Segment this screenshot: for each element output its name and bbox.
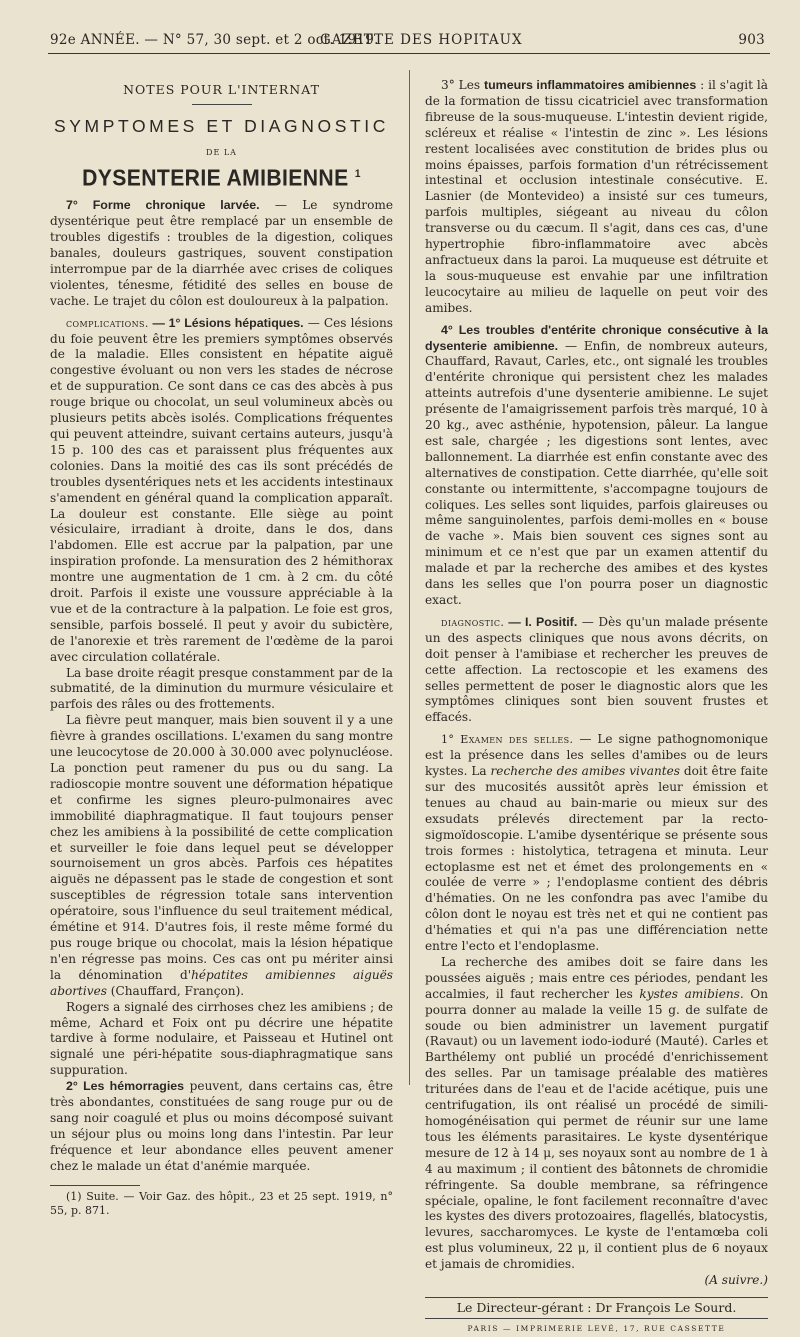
left-column: [50, 78, 393, 1218]
text-enterite: — Enfin, de nombreux auteurs, Chauffard, Ravaut, Carles, etc., ont signalé les troubles d'entérite chronique qui persistent chez les malades atteints autrefois d'une dysenterie amibienne. Le sujet présente de l'amaigrissement parfois très marqué, 10 à 20 kg., avec asthénie, hypotension, pâleur. La langue est sale, chargée ; les digestions sont lentes, avec ballonnement. La diarrhée est enfin constante avec des alternatives de constipation. Cette diarrhée, qu'elle soit constante ou intermittente, s'accompagne toujours de coliques. Les selles sont liquides, parfois glaireuses ou même sanguinolentes, parfois demi-molles en « bouse de vache ». Mais bien souvent ces signes sont au minimum et ce n'est que par un examen attentif du malade et par la recherche des amibes et des kystes dans les selles que l'on pourra poser un diagnostic exact.: [425, 338, 768, 607]
issue-info: 92e ANNÉE. — N° 57, 30 sept. et 2 oct. 1919.: [50, 32, 379, 48]
paragraph-kystes: [425, 955, 768, 1273]
label-complications: complications.: [66, 316, 149, 330]
article-title-de: DE LA: [206, 147, 237, 157]
heading-enterite: 4° Les troubles d'entérite chronique consécutive à la dysenterie amibienne.: [425, 322, 768, 353]
italic-hepatites: hépatites amibiennes aiguës abortives: [50, 967, 394, 998]
italic-recherche: recherche des amibes vivantes: [490, 764, 680, 779]
right-column: [425, 78, 768, 1337]
signature: Le Directeur-gérant : Dr François Le Sourd.: [456, 1299, 737, 1315]
footnote-rule: [50, 1185, 140, 1186]
paragraph-forme-chronique: [50, 198, 393, 309]
heading-hemorragies: 2° Les hémorragies: [66, 1079, 185, 1094]
signature-rule: [425, 1297, 768, 1298]
a-suivre: (A suivre.): [704, 1273, 768, 1288]
column-divider: [409, 70, 410, 1085]
text-kystes: La recherche des amibes doit se faire dans les poussées aiguës ; mais entre ces périodes, pendant les accalmies, il faut rechercher les: [425, 954, 768, 1001]
text-examen-selles: — Le signe pathognomonique est la présence dans les selles d'amibes ou de leurs kystes. La: [425, 732, 768, 779]
text-examen-selles-b: doit être faite sur des mucosités aussitôt après leur émission et tenues au chaud au bain-marie ou mieux sur des exsudats prélevés directement par la recto-sigmoïdoscopie. L'amibe dysentérique se présente sous trois formes : histolytica, tetragena et minuta. Leur ectoplasme est net et émet des prolongements en « coulée de verre » ; l'endoplasme contient des débris d'hématies. On ne les confondra pas avec l'amibe du côlon dont le noyau est très net et qui ne contient pas d'hématies et qui n'a pas une différenciation nette entre l'ecto et l'endoplasme.: [425, 764, 769, 954]
article-kicker: NOTES POUR L'INTERNAT: [123, 82, 320, 97]
heading-forme-chronique: 7° Forme chronique larvée.: [66, 198, 260, 213]
paragraph-diagnostic: [425, 615, 768, 726]
italic-kystes: kystes amibiens: [639, 986, 740, 1001]
paragraph-fievre: [50, 713, 393, 999]
paragraph-enterite: [425, 323, 768, 609]
text-fievre-end: (Chauffard, Françon).: [106, 983, 245, 998]
text-kystes-b: . On pourra donner au malade la veille 15 g. de sulfate de soude ou bien administrer un lavement purgatif (Ravaut) ou un lavement iodo-ioduré (Mauté). Carles et Barthélemy ont publié un procédé d'enrichissement des selles. Par un tamisage préalable des matières triturées dans de l'eau et de l'acide acétique, puis une centrifugation, ils ont réalisé un procédé de simili-homogénéisation qui permet de réunir sur une lame tous les éléments parasitaires. Le kyste dysentérique mesure de 12 à 14 μ, ses noyaux sont au nombre de 1 à 4 au maximum ; il contient des bâtonnets de chromidie réfringente. Sa double membrane, sa réfringence spéciale, opaline, le font facilement reconnaître d'avec les kystes des divers protozoaires, flagellés, blatocystis, levures, saccharomyces. Le kyste de l'entamœba coli est plus volumineux, 22 μ, il contient plus de 6 noyaux et jamais de chromidies.: [425, 986, 768, 1272]
paragraph-lesions-hepatiques: [50, 316, 393, 666]
heading-tumeurs: tumeurs inflammatoires amibiennes: [483, 78, 697, 92]
text-forme-chronique: — Le syndrome dysentérique peut être remplacé par un ensemble de troubles digestifs : troubles de la digestion, coliques banales, douleurs gastriques, souvent constipation interrompue par de la diarrhée avec crises de coliques violentes, ténesme, fétidité des selles en bouse de vache. Le trajet du côlon est douloureux à la palpation.: [50, 198, 393, 308]
paragraph-tumeurs: [425, 78, 768, 317]
paragraph-examen-selles: [425, 732, 768, 955]
printer-line: PARIS — IMPRIMERIE LEVÉ, 17, RUE CASSETTE: [467, 1323, 726, 1333]
article-title-line1: SYMPTOMES ET DIAGNOSTIC: [54, 115, 389, 136]
paragraph-hemorragies: [50, 1079, 393, 1174]
page-number: 903: [738, 32, 765, 48]
header-rule: [48, 53, 770, 54]
journal-title: GAZETTE DES HOPITAUX: [320, 32, 523, 48]
label-examen-selles: 1° Examen des selles.: [441, 733, 574, 747]
heading-positif: — I. Positif.: [504, 614, 578, 629]
text-diagnostic: — Dès qu'un malade présente un des aspects cliniques que nous avons décrits, on doit penser à l'amibiase et rechercher les preuves de cette affection. La rectoscopie et les examens des selles permettent de poser le diagnostic alors que les symptômes cliniques sont bien souvent frustes et effacés.: [425, 614, 768, 725]
printer-rule: [425, 1318, 768, 1319]
text-fievre: La fièvre peut manquer, mais bien souvent il y a une fièvre à grandes oscillations. L'examen du sang montre une leucocytose de 20.000 à 30.000 avec polynucléose. La ponction peut ramener du pus ou du sang. La radioscopie montre souvent une déformation hépatique et confirme les signes pleuro-pulmonaires avec immobilité diaphragmatique. Il faut toujours penser chez les amibiens à la possibilité de cette complication et surveiller le foie dans lequel peut se développer sournoisement un gros abcès. Parfois ces hépatites aiguës ne dépassent pas le stade de congestion et sont susceptibles de régression totale sans intervention opératoire, sous l'influence du seul traitement médical, émétine et 914. D'autres fois, il reste même formé du pus rouge brique ou chocolat, mais la lésion hépatique n'en régresse pas moins. Ces cas ont pu mériter ainsi la dénomination d': [50, 713, 393, 982]
text-tumeurs: : il s'agit là de la formation de tissu cicatriciel avec transformation fibreuse de la sous-muqueuse. L'intestin devient rigide, scléreux et réalise « l'intestin de zinc ». Les lésions restent localisées avec constitution de brides plus ou moins épaisses, parfois formation d'un rétrécissement intestinal et occlusion intestinale consécutive. E. Lasnier (de Montevideo) a insisté sur ces tumeurs, parfois multiples, siégeant au niveau du côlon transverse ou du cæcum. Il s'agit, dans ces cas, d'une hypertrophie fibro-inflammatoire avec abcès anfractueux dans la paroi. La muqueuse est détruite et la sous-muqueuse est envahie par une infiltration leucocytaire au milieu de laquelle on peut voir des amibes.: [425, 78, 768, 315]
title-note: 1: [354, 167, 361, 180]
kicker-rule: [192, 104, 252, 105]
running-header: [50, 30, 765, 52]
paragraph-base-droite: La base droite réagit presque constamment par de la submatité, de la diminution du murmure vésiculaire et parfois des râles ou des frottements.: [50, 665, 393, 712]
title-main: DYSENTERIE AMIBIENNE: [82, 164, 349, 191]
footnote: (1) Suite. — Voir Gaz. des hôpit., 23 et 25 sept. 1919, n° 55, p. 871.: [50, 1189, 393, 1217]
paragraph-rogers: Rogers a signalé des cirrhoses chez les amibiens ; de même, Achard et Foix ont pu décrire une hépatite tardive à forme nodulaire, et Paisseau et Hutinel ont signalé une péri-hépatite sous-diaphragmatique sans suppuration.: [50, 999, 393, 1078]
text-hemorragies: peuvent, dans certains cas, être très abondantes, constituées de sang rouge pur ou de sang noir coagulé et plus ou moins décomposé suivant un séjour plus ou moins long dans l'intestin. Par leur fréquence et leur abondance elles peuvent amener chez le malade un état d'anémie marquée.: [50, 1079, 393, 1173]
article-title-line2: [64, 164, 380, 191]
text-tumeurs-pre: 3° Les: [441, 78, 484, 92]
text-lesions-hepatiques: — Ces lésions du foie peuvent être les premiers symptômes observés de la maladie. Elles consistent en hépatite aiguë congestive évoluant ou non vers les stades de nécrose et de suppuration. Ce sont dans ce cas des abcès à pus rouge brique ou chocolat, un seul volumineux abcès ou plusieurs petits abcès isolés. Complications fréquentes qui peuvent atteindre, suivant certains auteurs, jusqu'à 15 p. 100 des cas et paraissent plus fréquentes aux colonies. Dans la moitié des cas ils sont précédés de troubles dysentériques nets et les accidents intestinaux s'amendent en général quand la complication apparaît. La douleur est constante. Elle siège au point vésiculaire, irradiant à droite, dans le dos, dans l'abdomen. Elle est accrue par la palpation, par une inspiration profonde. La mensuration des 2 hémithorax montre une augmentation de 1 cm. à 2 cm. du côté droit. Parfois il existe une voussure appréciable à la vue et de la contracture à la palpation. Le foie est gros, sensible, parfois bosselé. Il peut y avoir du subictère, de l'anorexie et très rarement de l'œdème de la paroi avec circulation collatérale.: [50, 315, 393, 664]
label-diagnostic: diagnostic.: [441, 615, 505, 629]
heading-lesions-hepatiques: — 1° Lésions hépatiques.: [148, 315, 304, 330]
